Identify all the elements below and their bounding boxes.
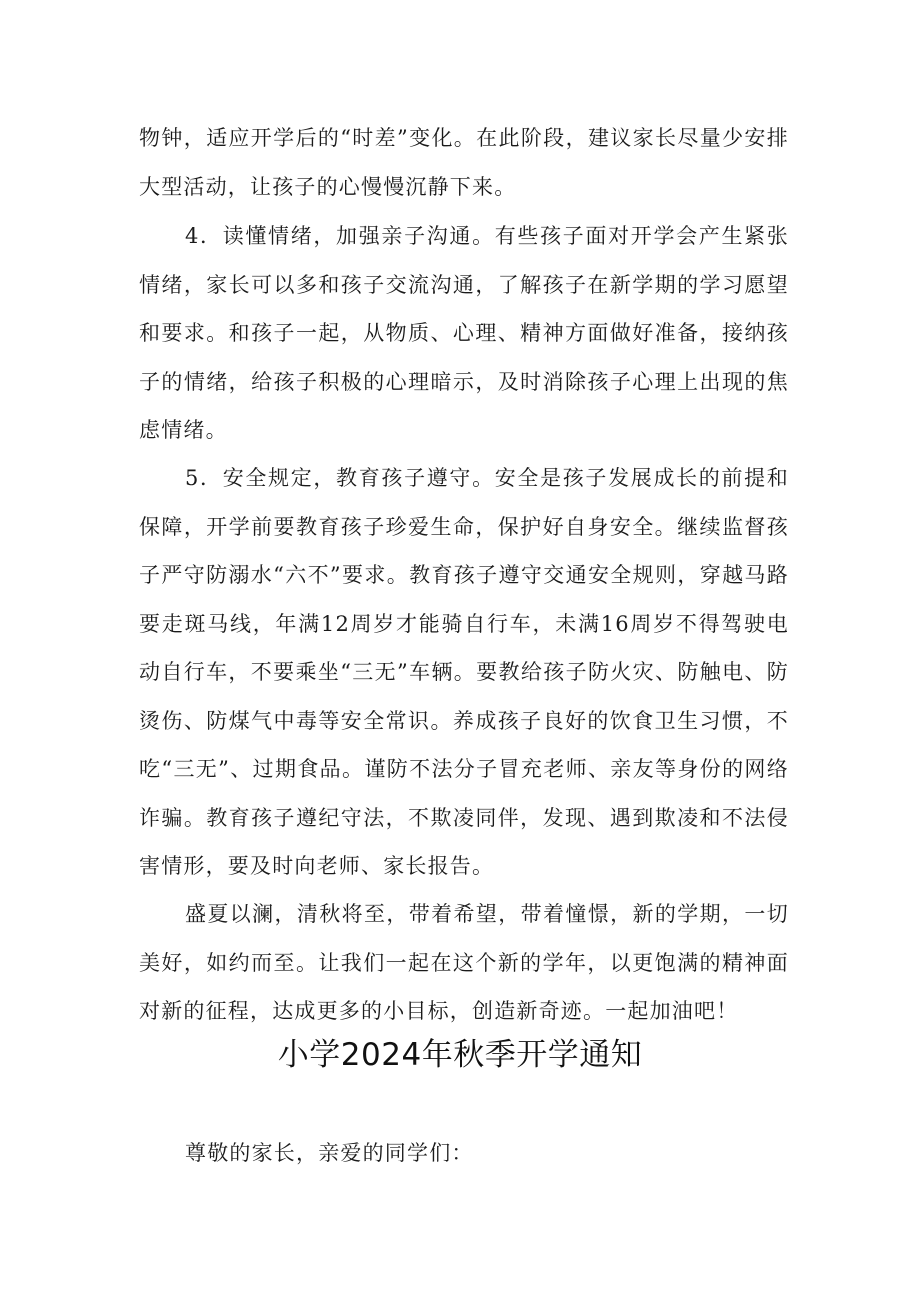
document-title: 小学2024年秋季开学通知 xyxy=(277,1037,643,1073)
paragraph-item-4: 4．读懂情绪，加强亲子沟通。有些孩子面对开学会产生紧张情绪，家长可以多和孩子交流沟通，了解孩子在新学期的学习愿望和要求。和孩子一起，从物质、心理、精神方面做好准备，接纳孩子的情绪，给孩子积极的心理暗示，及时消除孩子心理上出现的焦虑情绪。 xyxy=(139,224,789,442)
paragraph-item-5: 5．安全规定，教育孩子遵守。安全是孩子发展成长的前提和保障，开学前要教育孩子珍爱生命，保护好自身安全。继续监督孩子严守防溺水“六不”要求。教育孩子遵守交通安全规则，穿越马路要走斑马线，年满12周岁才能骑自行车，未满16周岁不得驾驶电动自行车，不要乘坐“三无”车辆。要教给孩子防火灾、防触电、防烫伤、防煤气中毒等安全常识。养成孩子良好的饮食卫生习惯，不吃“三无”、过期食品。谨防不法分子冒充老师、亲友等身份的网络诈骗。教育孩子遵纪守法，不欺凌同伴，发现、遇到欺凌和不法侵害情形，要及时向老师、家长报告。 xyxy=(139,466,789,878)
paragraph-continuation: 物钟，适应开学后的“时差”变化。在此阶段，建议家长尽量少安排大型活动，让孩子的心慢慢沉静下来。 xyxy=(139,126,789,199)
paragraph-closing: 盛夏以澜，清秋将至，带着希望，带着憧憬，新的学期，一切美好，如约而至。让我们一起在这个新的学年，以更饱满的精神面对新的征程，达成更多的小目标，创造新奇迹。一起加油吧！ xyxy=(139,902,789,1023)
salutation: 尊敬的家长，亲爱的同学们： xyxy=(185,1141,474,1165)
